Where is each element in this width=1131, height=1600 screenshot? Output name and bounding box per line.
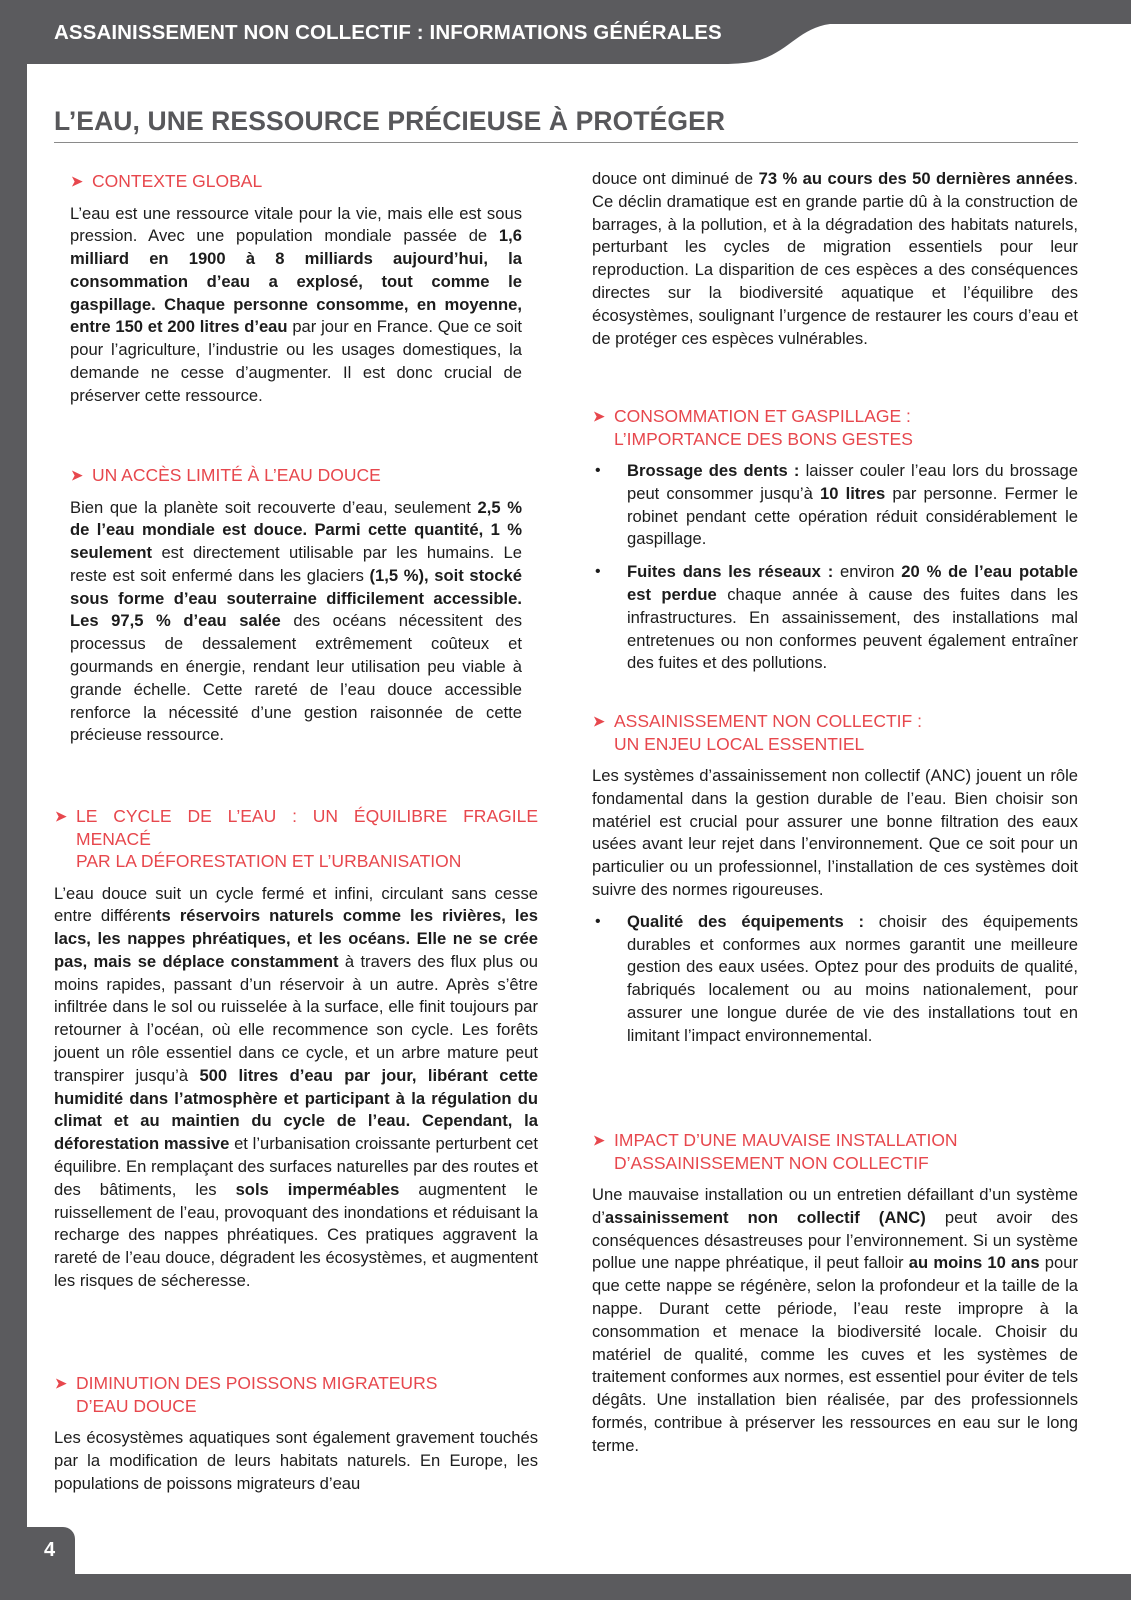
section-impact [592,1129,1078,1458]
bullet-icon: • [595,563,601,581]
section-heading: ➤ DIMINUTION DES POISSONS MIGRATEURS D’EAU DOUCE [55,1373,438,1416]
page-title: L’EAU, UNE RESSOURCE PRÉCIEUSE À PROTÉGER [54,106,726,136]
paragraph: douce ont diminué de 73 % au cours des 50 dernières années. Ce déclin dramatique est en grande partie dû à la construction de barrages, à la pollution, et à la dégradation des habitats naturels, perturbant les cycles de migration essentiels pour leur reproduction. La disparition de ces espèces a des conséquences directes sur la biodiversité aquatique et l’équilibre des écosystèmes, soulignant l’urgence de restaurer les cours d’eau et de protéger ces espèces vulnérables. [592,169,1078,348]
section-anc [592,710,1078,1048]
paragraph: Une mauvaise installation ou un entretien défaillant d’un système d’assainissement non collectif (ANC) peut avoir des conséquences désastreuses pour l’environnement. Si un système pollue une nappe phréatique, il peut falloir au moins 10 ans pour que cette nappe se régénère, selon la profondeur et la taille de la nappe. Durant cette période, l’eau reste impropre à la consommation et menace la biodiversité locale. Choisir du matériel de qualité, comme les cuves et les systèmes de traitement conformes aux normes, est essentiel pour éviter de tels dégâts. Une installation bien réalisée, par des professionnels formés, contribue à préserver les ressources en eau sur le long terme. [592,1185,1079,1455]
chevron-right-icon: ➤ [593,713,605,729]
paragraph: L’eau est une ressource vitale pour la vie, mais elle est sous pression. Avec une population mondiale passée de 1,6 milliard en 1900 à 8 milliards aujourd’hui, la consommation d’eau a explosé, tout comme le gaspillage. Chaque personne consomme, en moyenne, entre 150 et 200 litres d’eau par jour en France. Que ce soit pour l’agriculture, l’industrie ou les usages domestiques, la demande ne cesse d’augmenter. Il est donc crucial de préserver cette ressource. [70,203,522,405]
left-frame-bar [0,0,27,1600]
chevron-right-icon: ➤ [593,408,605,424]
bullet-list [592,911,1078,1048]
title-divider [54,142,1078,143]
paragraph: L’eau douce suit un cycle fermé et infini, circulant sans cesse entre différents réservoirs naturels comme les rivières, les lacs, les nappes phréatiques, et les océans. Elle ne se crée pas, mais se déplace constamment à travers des flux plus ou moins rapides, passant d’un réservoir à un autre. Après s’être infiltrée dans le sol ou ruisselée à la surface, elle finit toujours par retourner à l’océan, où elle recommence son cycle. Les forêts jouent un rôle essentiel dans ce cycle, et un arbre mature peut transpirer jusqu’à 500 litres d’eau par jour, libérant cette humidité dans l’atmosphère et participant à la régulation du climat et au maintien du cycle de l’eau. Cependant, la déforestation massive et l’urbanisation croissante perturbent cet équilibre. En remplaçant des surfaces naturelles par des routes et des bâtiments, les sols imperméables augmentent le ruissellement de l’eau, provoquant des inondations et réduisant la recharge des nappes phréatiques. Ces pratiques aggravent la rareté de l’eau douce, dégradent les écosystèmes, et augmentent les risques de sécheresse. [54,883,538,1291]
chevron-right-icon: ➤ [593,1132,605,1148]
section-heading: ➤ IMPACT D’UNE MAUVAISE INSTALLATION D’ASSAINISSEMENT NON COLLECTIF [593,1130,958,1173]
chevron-right-icon: ➤ [55,808,67,824]
list-item: • Fuites dans les réseaux : environ 20 % de l’eau potable est perdue chaque année à cause des fuites dans les infrastructures. En assainissement, des installations mal entretenues ou non conformes peuvent également entraîner des fuites et des pollutions. [595,562,1078,673]
paragraph: Bien que la planète soit recouverte d’eau, seulement 2,5 % de l’eau mondiale est douce. Parmi cette quantité, 1 % seulement est directement utilisable par les humains. Le reste est soit enfermé dans les glaciers (1,5 %), soit stocké sous forme d’eau souterraine difficilement accessible. Les 97,5 % d’eau salée des océans nécessitent des processus de dessalement extrêmement coûteux et gourmands en énergie, rendant leur utilisation peu viable à grande échelle. Cette rareté de l’eau douce accessible renforce la nécessité d’une gestion raisonnée de cette précieuse ressource. [70,497,523,745]
section-heading: ➤ CONTEXTE GLOBAL [71,171,263,191]
section-heading: ➤ UN ACCÈS LIMITÉ À L’EAU DOUCE [71,465,381,485]
chevron-right-icon: ➤ [55,1375,67,1391]
chevron-right-icon: ➤ [71,467,83,483]
page-number: 4 [44,1539,56,1561]
section-acces [70,464,522,747]
section-poissons [54,1372,538,1495]
chevron-right-icon: ➤ [71,173,83,189]
section-heading: ➤ CONSOMMATION ET GASPILLAGE : L’IMPORTANCE DES BONS GESTES [593,406,913,449]
section-consommation [592,405,1078,675]
paragraph: Les systèmes d’assainissement non collectif (ANC) jouent un rôle fondamental dans la gestion durable de l’eau. Bien choisir son matériel est crucial pour assurer une bonne filtration des eaux usées avant leur rejet dans l’environnement. Que ce soit pour un particulier ou un professionnel, l’installation de ces systèmes doit suivre des normes rigoureuses. [592,766,1078,899]
list-item: • Qualité des équipements : choisir des équipements durables et conformes aux normes garantit une meilleure gestion des eaux usées. Optez pour des produits de qualité, fabriqués localement ou au moins nationalement, pour assurer une longue durée de vie des installations tout en limitant l’impact environnemental. [595,911,1078,1045]
bullet-icon: • [595,912,601,930]
list-item: • Brossage des dents : laisser couler l’eau lors du brossage peut consommer jusqu’à 10 litres par personne. Fermer le robinet pendant cette opération réduit considérablement le gaspillage. [595,461,1078,549]
section-contexte [70,170,522,408]
bullet-icon: • [595,462,601,479]
section-poissons-continued [592,168,1078,350]
section-heading: ➤ ASSAINISSEMENT NON COLLECTIF : UN ENJEU LOCAL ESSENTIEL [593,711,922,754]
section-cycle [54,805,538,1293]
paragraph: Les écosystèmes aquatiques sont également gravement touchés par la modification de leurs habitats naturels. En Europe, les populations de poissons migrateurs d’eau [54,1428,538,1493]
bottom-frame-bar [0,1574,1131,1600]
bullet-list [592,460,1078,675]
section-heading: ➤ LE CYCLE DE L’EAU : UN ÉQUILIBRE FRAGILE MENACÉ PAR LA DÉFORESTATION ET L’URBANISATION [55,806,538,871]
header-title: ASSAINISSEMENT NON COLLECTIF : INFORMATIONS GÉNÉRALES [54,21,722,44]
